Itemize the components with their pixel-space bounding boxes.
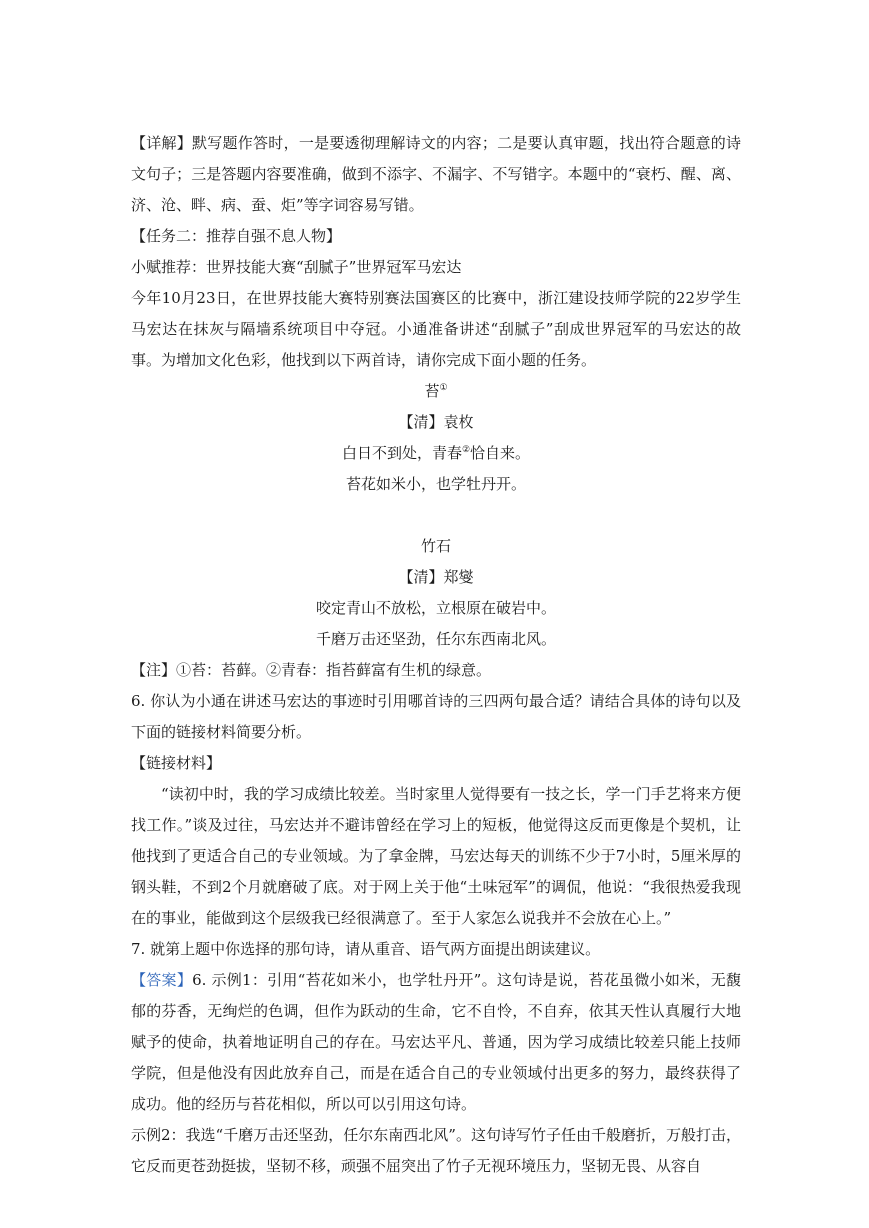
- poem1-author: 【清】袁枚: [398, 413, 474, 431]
- recommend-line: 小赋推荐：世界技能大赛“刮腻子”世界冠军马宏达: [131, 258, 462, 276]
- example2-paragraph: 示例2：我选“千磨万击还坚劲，任尔东南西北风”。这句诗写竹子任由千般磨折，万般打击，它反而更苍劲挺拔，坚韧不移，顽强不屈突出了竹子无视环境压力，坚韧无畏、从容自: [131, 1126, 741, 1175]
- document-content: [131, 128, 741, 1182]
- poem1-line1: [131, 438, 741, 469]
- question-6: 6. 你认为小通在讲述马宏达的事迹时引用哪首诗的三四两句最合适？请结合具体的诗句以及下面的链接材料简要分析。: [131, 692, 741, 741]
- poem2-title: 竹石: [420, 537, 451, 555]
- poem1-title-mark: ①: [439, 383, 448, 393]
- task2-heading: 【任务二：推荐自强不息人物】: [131, 227, 342, 245]
- question-7: 7. 就第上题中你选择的那句诗，请从重音、语气两方面提出朗读建议。: [131, 940, 601, 958]
- link-paragraph: “读初中时，我的学习成绩比较差。当时家里人觉得要有一技之长，学一门手艺将来方便找工作。”谈及过往，马宏达并不避讳曾经在学习上的短板，他觉得这反而更像是个契机，让他找到了更适合自己的专业领域。为了拿金牌，马宏达每天的训练不少于7小时，5厘米厚的钢头鞋，不到2个月就磨破了底。对于网上关于他“土味冠军”的调侃，他说：“我很热爱我现在的事业，能做到这个层级我已经很满意了。至于人家怎么说我并不会放在心上。”: [131, 785, 741, 927]
- detail-paragraph: [131, 128, 741, 221]
- poem1-line2: 苔花如米小，也学牡丹开。: [345, 475, 526, 493]
- intro-paragraph: 今年10月23日，在世界技能大赛特别赛法国赛区的比赛中，浙江建设技师学院的22岁学生马宏达在抹灰与隔墙系统项目中夺冠。小通准备讲述“刮腻子”刮成世界冠军的马宏达的故事。为增加文化色彩，他找到以下两首诗，请你完成下面小题的任务。: [131, 289, 741, 369]
- poem2-line2: 千磨万击还坚劲，任尔东西南北风。: [315, 630, 556, 648]
- blank-line: [131, 500, 741, 531]
- detail-tag: 【详解】: [131, 134, 193, 152]
- poem1-line1-mark: ②: [461, 445, 471, 455]
- poem1-title: [131, 376, 741, 407]
- note-line: 【注】①苔：苔藓。②青春：指苔藓富有生机的绿意。: [131, 661, 492, 679]
- detail-text: 默写题作答时，一是要透彻理解诗文的内容；二是要认真审题，找出符合题意的诗文句子；三是答题内容要准确，做到不添字、不漏字、不写错字。本题中的“衰朽、醒、离、济、沧、畔、病、蚕、炬”等字词容易写错。: [131, 134, 741, 214]
- poem1-title-text: 苔: [424, 382, 440, 400]
- poem1-line1-part-b: 恰自来。: [470, 444, 531, 462]
- poem2-author: 【清】郑燮: [398, 568, 474, 586]
- answer-tag: 【答案】: [131, 971, 193, 989]
- answer-text: 6. 示例1：引用“苔花如米小，也学牡丹开”。这句诗是说，苔花虽微小如米，无馥郁的芬香，无绚烂的色调，但作为跃动的生命，它不自怜，不自弃，依其天性认真履行大地赋予的使命，执着地证明自己的存在。马宏达平凡、普通，因为学习成绩比较差只能上技师学院，但是他没有因此放弃自己，而是在适合自己的专业领域付出更多的努力，最终获得了成功。他的经历与苔花相似，所以可以引用这句诗。: [131, 971, 741, 1113]
- link-heading: 【链接材料】: [131, 754, 222, 772]
- poem2-line1: 咬定青山不放松，立根原在破岩中。: [315, 599, 556, 617]
- poem1-line1-part-a: 白日不到处，青春: [341, 444, 462, 462]
- answer-paragraph: [131, 965, 741, 1120]
